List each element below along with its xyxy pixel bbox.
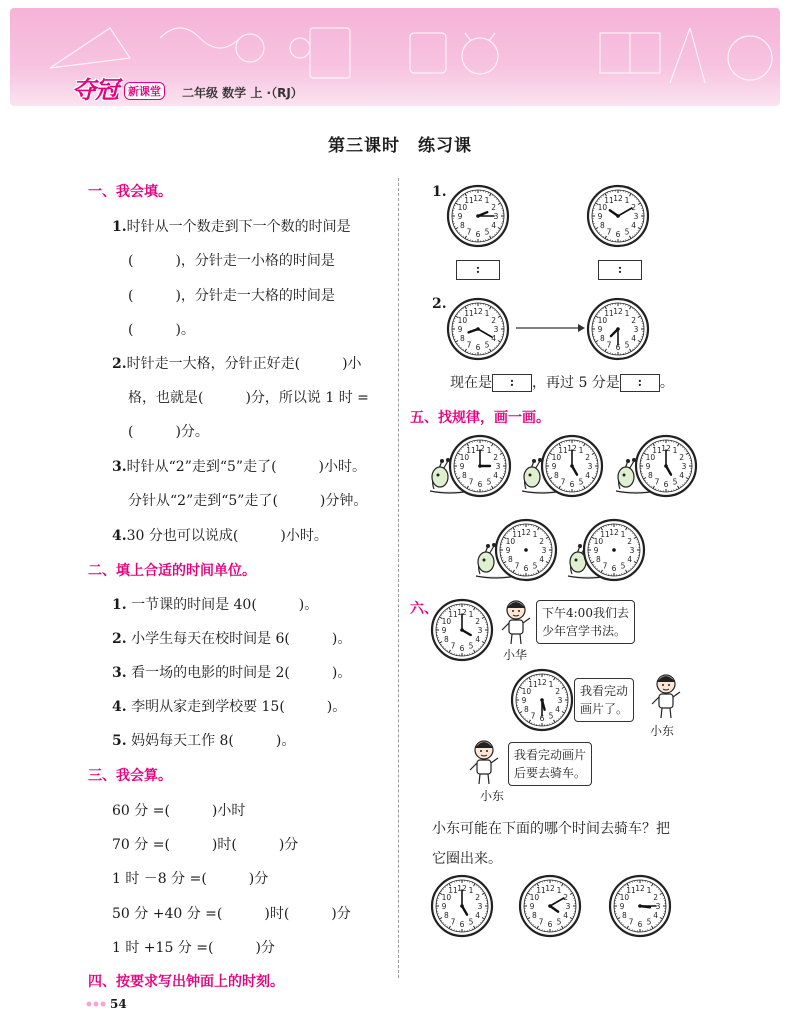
section5-heading: 五、找规律，画一画。: [410, 410, 550, 426]
svg-text:7: 7: [628, 917, 634, 927]
svg-text:7: 7: [530, 711, 536, 721]
svg-text:7: 7: [538, 917, 544, 927]
svg-text:4: 4: [539, 554, 544, 564]
svg-text:8: 8: [622, 910, 627, 920]
svg-text:11: 11: [528, 680, 538, 690]
svg-text:7: 7: [606, 227, 612, 237]
svg-text:10: 10: [529, 892, 540, 902]
section6-heading: 六、: [410, 601, 438, 617]
svg-text:2: 2: [555, 686, 560, 696]
child-name: 小华: [503, 648, 528, 662]
q4-line1: 4.30 分也可以说成( )小时。: [112, 528, 328, 544]
logo-main: 夺冠: [72, 76, 118, 104]
time-answer-box[interactable]: :: [598, 260, 642, 280]
header-banner: [10, 8, 780, 106]
svg-text:1: 1: [646, 886, 652, 896]
page-dots-icon: [86, 1000, 110, 1008]
q1-line3: ( )，分针走一大格的时间是: [128, 288, 335, 304]
svg-text:4: 4: [475, 910, 480, 920]
svg-text:5: 5: [672, 477, 678, 487]
s6-question-line1: 小东可能在下面的哪个时间去骑车？把: [432, 821, 670, 837]
child-icon: [466, 738, 502, 790]
page-number: 54: [110, 997, 127, 1011]
clock-face: [446, 297, 510, 365]
svg-text:8: 8: [460, 333, 465, 343]
svg-text:3: 3: [477, 901, 483, 911]
svg-text:12: 12: [567, 443, 577, 453]
s3-item: 70 分 =( )时( )分: [112, 837, 299, 853]
svg-text:2: 2: [563, 892, 568, 902]
s2-item: 5. 妈妈每天工作 8( )。: [112, 733, 296, 749]
svg-text:8: 8: [462, 470, 467, 480]
svg-text:3: 3: [655, 901, 661, 911]
svg-text:4: 4: [491, 333, 496, 343]
svg-text:10: 10: [619, 892, 630, 902]
svg-text:6: 6: [637, 919, 643, 929]
time-answer-box[interactable]: :: [620, 374, 660, 392]
svg-text:11: 11: [512, 530, 522, 540]
svg-text:8: 8: [596, 554, 601, 564]
s2-item: 3. 看一场的电影的时间是 2( )。: [112, 665, 352, 681]
svg-text:9: 9: [441, 625, 447, 635]
q3-line2: 分针从“2”走到“5”走了( )分钟。: [128, 493, 368, 509]
svg-text:5: 5: [624, 340, 630, 350]
svg-text:2: 2: [631, 202, 636, 212]
svg-text:4: 4: [555, 704, 560, 714]
svg-text:1: 1: [484, 309, 490, 319]
svg-text:7: 7: [654, 477, 660, 487]
svg-text:3: 3: [633, 324, 639, 334]
svg-text:4: 4: [631, 220, 636, 230]
svg-text:8: 8: [554, 470, 559, 480]
svg-text:4: 4: [653, 910, 658, 920]
s2-item: 4. 李明从家走到学校要 15( )。: [112, 699, 347, 715]
svg-text:9: 9: [521, 695, 527, 705]
clock-face: [510, 668, 574, 736]
svg-text:11: 11: [464, 309, 474, 319]
svg-text:7: 7: [450, 917, 456, 927]
svg-text:12: 12: [609, 527, 619, 537]
svg-text:10: 10: [441, 616, 452, 626]
svg-text:6: 6: [663, 479, 669, 489]
svg-text:11: 11: [604, 196, 614, 206]
svg-text:5: 5: [486, 477, 492, 487]
svg-text:3: 3: [629, 545, 635, 555]
svg-text:9: 9: [645, 461, 651, 471]
svg-text:12: 12: [635, 883, 645, 893]
svg-text:2: 2: [631, 315, 636, 325]
arrow-icon: [514, 322, 586, 334]
svg-text:9: 9: [593, 545, 599, 555]
svg-text:6: 6: [459, 919, 465, 929]
svg-text:7: 7: [606, 340, 612, 350]
svg-text:10: 10: [551, 452, 562, 462]
svg-text:11: 11: [558, 446, 568, 456]
clock-face: [582, 518, 646, 586]
logo-sub: 新课堂: [124, 82, 165, 100]
svg-text:1: 1: [624, 309, 630, 319]
svg-text:12: 12: [661, 443, 671, 453]
time-answer-box[interactable]: :: [456, 260, 500, 280]
svg-text:3: 3: [565, 901, 571, 911]
svg-text:5: 5: [578, 477, 584, 487]
svg-text:1: 1: [578, 446, 584, 456]
svg-text:7: 7: [560, 477, 566, 487]
svg-text:9: 9: [529, 901, 535, 911]
svg-text:9: 9: [457, 324, 463, 334]
svg-text:11: 11: [464, 196, 474, 206]
svg-text:6: 6: [539, 713, 545, 723]
child-name: 小东: [650, 724, 675, 738]
svg-text:5: 5: [484, 227, 490, 237]
svg-text:10: 10: [521, 686, 532, 696]
svg-text:8: 8: [508, 554, 513, 564]
svg-text:10: 10: [457, 315, 468, 325]
svg-text:9: 9: [457, 211, 463, 221]
svg-text:12: 12: [613, 193, 623, 203]
s4-q1-num: 1.: [432, 184, 447, 200]
q2-line1: 2.时针走一大格，分针正好走( )小: [112, 356, 362, 372]
svg-text:1: 1: [468, 610, 474, 620]
svg-text:2: 2: [679, 452, 684, 462]
svg-text:10: 10: [597, 202, 608, 212]
s3-item: 1 时 －8 分 =( )分: [112, 871, 269, 887]
svg-text:12: 12: [473, 306, 483, 316]
svg-text:9: 9: [459, 461, 465, 471]
svg-text:10: 10: [457, 202, 468, 212]
svg-text:8: 8: [444, 634, 449, 644]
svg-text:9: 9: [441, 901, 447, 911]
svg-text:6: 6: [615, 229, 621, 239]
svg-text:1: 1: [532, 530, 538, 540]
s3-item: 60 分 =( )小时: [112, 803, 246, 819]
q1-line1: 1.时针从一个数走到下一个数的时间是: [112, 219, 351, 235]
svg-text:9: 9: [505, 545, 511, 555]
q3-line1: 3.时针从“2”走到“5”走了( )小时。: [112, 459, 366, 475]
svg-text:3: 3: [477, 625, 483, 635]
clock-face: [446, 184, 510, 252]
svg-text:7: 7: [450, 641, 456, 651]
s3-item: 50 分 +40 分 =( )时( )分: [112, 906, 351, 922]
svg-text:1: 1: [620, 530, 626, 540]
svg-text:12: 12: [457, 607, 467, 617]
svg-text:5: 5: [556, 917, 562, 927]
svg-text:11: 11: [604, 309, 614, 319]
svg-text:5: 5: [646, 917, 652, 927]
column-divider: [398, 178, 399, 978]
svg-text:7: 7: [602, 561, 608, 571]
svg-text:11: 11: [466, 446, 476, 456]
svg-text:2: 2: [493, 452, 498, 462]
svg-text:3: 3: [493, 324, 499, 334]
q1-line4: ( )。: [128, 322, 195, 338]
clock-face: [540, 434, 604, 502]
svg-text:2: 2: [475, 616, 480, 626]
svg-text:3: 3: [587, 461, 593, 471]
time-answer-box[interactable]: :: [492, 374, 532, 392]
section3-heading: 三、我会算。: [88, 768, 172, 784]
svg-text:2: 2: [539, 536, 544, 546]
svg-text:1: 1: [468, 886, 474, 896]
svg-text:4: 4: [493, 470, 498, 480]
svg-text:3: 3: [633, 211, 639, 221]
svg-text:6: 6: [615, 342, 621, 352]
svg-text:1: 1: [548, 680, 554, 690]
svg-text:10: 10: [505, 536, 516, 546]
section2-heading: 二、填上合适的时间单位。: [88, 563, 256, 579]
svg-text:10: 10: [459, 452, 470, 462]
svg-text:8: 8: [648, 470, 653, 480]
svg-text:6: 6: [475, 229, 481, 239]
svg-text:5: 5: [624, 227, 630, 237]
svg-text:4: 4: [491, 220, 496, 230]
speech-bubble: 我看完动 画片了。: [574, 678, 634, 722]
clock-face[interactable]: [430, 874, 494, 942]
s4-q2-num: 2.: [432, 296, 447, 312]
svg-text:12: 12: [537, 677, 547, 687]
svg-text:10: 10: [593, 536, 604, 546]
svg-text:12: 12: [457, 883, 467, 893]
svg-text:9: 9: [619, 901, 625, 911]
svg-text:7: 7: [466, 340, 472, 350]
clock-face: [430, 598, 494, 666]
svg-text:10: 10: [441, 892, 452, 902]
svg-text:5: 5: [532, 561, 538, 571]
svg-text:9: 9: [597, 211, 603, 221]
svg-text:1: 1: [672, 446, 678, 456]
svg-text:5: 5: [548, 711, 554, 721]
clock-face: [494, 518, 558, 586]
speech-bubble: 下午4:00我们去 少年宫学书法。: [536, 600, 635, 644]
svg-text:1: 1: [556, 886, 562, 896]
q2-line2: 格，也就是( )分，所以说 1 时 =: [128, 390, 369, 406]
svg-text:4: 4: [475, 634, 480, 644]
svg-text:12: 12: [613, 306, 623, 316]
clock-face: [586, 184, 650, 252]
svg-text:6: 6: [475, 342, 481, 352]
svg-text:2: 2: [653, 892, 658, 902]
svg-text:9: 9: [551, 461, 557, 471]
svg-text:2: 2: [491, 315, 496, 325]
svg-text:4: 4: [585, 470, 590, 480]
svg-text:3: 3: [495, 461, 501, 471]
child-icon: [498, 598, 534, 650]
svg-text:4: 4: [679, 470, 684, 480]
svg-text:8: 8: [532, 910, 537, 920]
svg-text:5: 5: [468, 641, 474, 651]
svg-text:11: 11: [626, 886, 636, 896]
svg-text:5: 5: [468, 917, 474, 927]
svg-text:7: 7: [468, 477, 474, 487]
clock-face: [634, 434, 698, 502]
svg-text:3: 3: [541, 545, 547, 555]
svg-text:1: 1: [486, 446, 492, 456]
child-name: 小东: [480, 789, 505, 803]
svg-text:6: 6: [569, 479, 575, 489]
speech-bubble: 我看完动画片 后要去骑车。: [508, 742, 592, 786]
svg-text:3: 3: [493, 211, 499, 221]
now-sentence: 现在是 : ，再过 5 分是 : 。: [450, 375, 674, 391]
svg-text:6: 6: [611, 563, 617, 573]
q1-line2: ( )，分针走一小格的时间是: [128, 253, 335, 269]
child-icon: [648, 672, 684, 724]
svg-text:4: 4: [631, 333, 636, 343]
svg-text:12: 12: [521, 527, 531, 537]
svg-text:11: 11: [448, 886, 458, 896]
svg-text:5: 5: [620, 561, 626, 571]
svg-text:11: 11: [536, 886, 546, 896]
clock-face[interactable]: [518, 874, 582, 942]
svg-text:2: 2: [491, 202, 496, 212]
svg-text:7: 7: [466, 227, 472, 237]
svg-text:3: 3: [681, 461, 687, 471]
svg-text:8: 8: [600, 220, 605, 230]
svg-text:11: 11: [652, 446, 662, 456]
svg-text:2: 2: [475, 892, 480, 902]
svg-text:12: 12: [473, 193, 483, 203]
svg-text:4: 4: [627, 554, 632, 564]
clock-face[interactable]: [608, 874, 672, 942]
clock-face: [586, 297, 650, 365]
page-title: 第三课时 练习课: [328, 136, 472, 156]
svg-text:5: 5: [484, 340, 490, 350]
svg-text:12: 12: [545, 883, 555, 893]
section1-heading: 一、我会填。: [88, 184, 172, 200]
svg-text:1: 1: [484, 196, 490, 206]
clock-face: [448, 434, 512, 502]
svg-text:11: 11: [600, 530, 610, 540]
s2-item: 2. 小学生每天在校时间是 6( )。: [112, 631, 352, 647]
svg-text:6: 6: [523, 563, 529, 573]
section4-heading: 四、按要求写出钟面上的时刻。: [88, 974, 284, 990]
svg-text:7: 7: [514, 561, 520, 571]
svg-text:1: 1: [624, 196, 630, 206]
svg-text:6: 6: [547, 919, 553, 929]
svg-text:12: 12: [475, 443, 485, 453]
grade-label: 二年级 数学 上 ·（RJ）: [182, 86, 303, 100]
q2-line3: ( )分。: [128, 424, 209, 440]
svg-text:4: 4: [563, 910, 568, 920]
s3-item: 1 时 +15 分 =( )分: [112, 940, 275, 956]
svg-text:8: 8: [600, 333, 605, 343]
svg-text:8: 8: [444, 910, 449, 920]
svg-text:8: 8: [460, 220, 465, 230]
svg-text:11: 11: [448, 610, 458, 620]
svg-text:3: 3: [557, 695, 563, 705]
svg-text:6: 6: [459, 643, 465, 653]
svg-text:2: 2: [627, 536, 632, 546]
svg-text:8: 8: [524, 704, 529, 714]
svg-text:6: 6: [477, 479, 483, 489]
svg-text:10: 10: [597, 315, 608, 325]
s2-item: 1. 一节课的时间是 40( )。: [112, 597, 319, 613]
s6-question-line2: 它圈出来。: [432, 851, 502, 867]
svg-text:9: 9: [597, 324, 603, 334]
svg-text:10: 10: [645, 452, 656, 462]
svg-text:2: 2: [585, 452, 590, 462]
